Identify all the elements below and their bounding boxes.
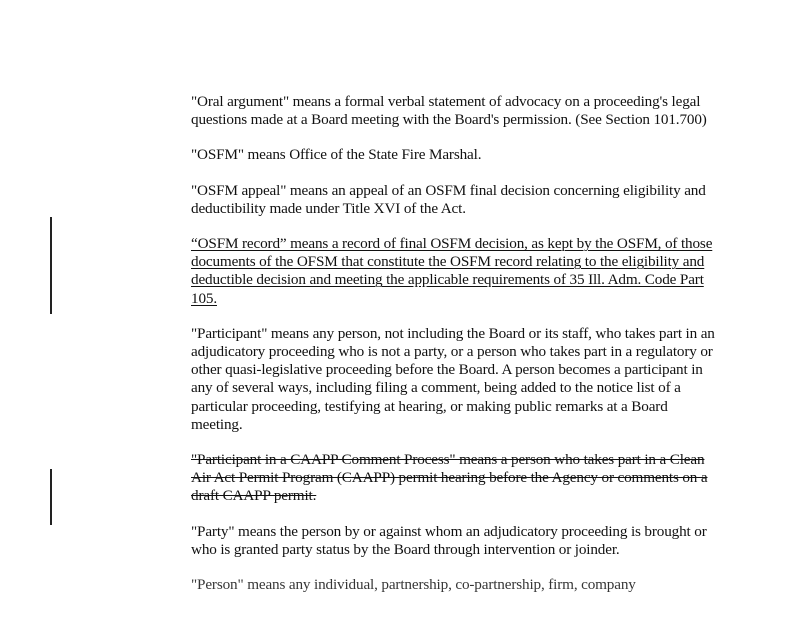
definitions-text-column <box>191 93 721 611</box>
definition-osfm-appeal: "OSFM appeal" means an appeal of an OSFM final decision concerning eligibility and deductibility made under Title XVI of the Act. <box>191 181 706 217</box>
definition-participant: "Participant" means any person, not including the Board or its staff, who takes part in an adjudicatory proceeding who is not a party, or a person who takes part in a regulatory or other quasi-legislative proceeding before the Board. A person becomes a participant in any of several ways, including filing a comment, being added to the notice list of a particular proceeding, testifying at hearing, or making public remarks at a Board meeting. <box>191 324 715 433</box>
definition-party: "Party" means the person by or against whom an adjudicatory proceeding is brought or who is granted party status by the Board through intervention or joinder. <box>191 522 707 558</box>
definition-oral-argument: "Oral argument" means a formal verbal statement of advocacy on a proceeding's legal questions made at a Board meeting with the Board's permission. (See Section 101.700) <box>191 93 707 129</box>
cut-off-next-line: "Person" means any individual, partnership, co-partnership, firm, company <box>191 576 636 594</box>
definition-osfm: "OSFM" means Office of the State Fire Marshal. <box>191 146 482 164</box>
revision-change-bar <box>50 469 52 525</box>
definition-participant-caapp-deleted: "Participant in a CAAPP Comment Process" means a person who takes part in a Clean Air Act Permit Program (CAAPP) permit hearing before the Agency or comments on a draft CAAPP permit. <box>191 451 708 505</box>
revision-change-bar <box>50 217 52 314</box>
definition-osfm-record-inserted: “OSFM record” means a record of final OSFM decision, as kept by the OSFM, of those documents of the OFSM that constitute the OSFM record relating to the eligibility and deductible decision and meeting the applicable requirements of 35 Ill. Adm. Code Part 105. <box>191 235 713 307</box>
